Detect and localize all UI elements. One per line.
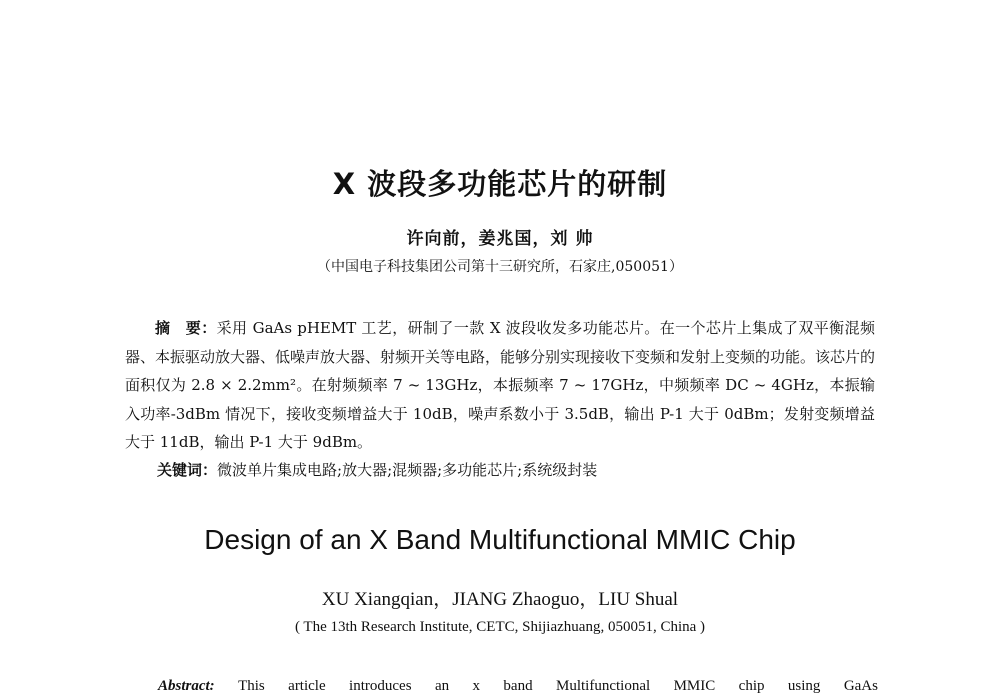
chinese-keywords (157, 456, 597, 484)
english-authors: XU Xiangqian，JIANG Zhaoguo，LIU Shual (321, 589, 679, 610)
abstract-word: This (238, 678, 265, 694)
english-abstract-label: Abstract: (158, 678, 215, 694)
chinese-affiliation: （中国电子科技集团公司第十三研究所，石家庄,050051） (317, 259, 683, 275)
abstract-word: GaAs (843, 678, 878, 694)
abstract-word: x (472, 678, 481, 694)
keywords-text: 微波单片集成电路;放大器;混频器;多功能芯片;系统级封装 (217, 461, 598, 479)
chinese-authors: 许向前，姜兆国，刘 帅 (406, 229, 594, 249)
abstract-text: 采用 GaAs pHEMT 工艺，研制了一款 X 波段收发多功能芯片。在一个芯片上集成了双平衡混频器、本振驱动放大器、低噪声放大器、射频开关等电路，能够分别实现接收下变频和发射上变频的功能。该芯片的面积仅为 2.8 × 2.2mm²。在射频频率 7 ~ 13GHz，本振频率 7 ~ 17GHz，中频频率 DC ~ 4GHz，本振输入功率-3dBm 情况下，接收变频增益大于 10dB，噪声系数小于 3.5dB，输出 P-1 大于 0dBm；发射变频增益大于 11dB，输出 P-1 大于 9dBm。 (125, 319, 876, 451)
abstract-word: using (787, 678, 821, 694)
abstract-word: article (288, 678, 326, 694)
english-title: Design of an X Band Multifunctional MMIC Chip (204, 524, 796, 555)
chinese-title: X 波段多功能芯片的研制 (332, 167, 668, 201)
abstract-word: introduces (349, 678, 412, 694)
chinese-abstract (125, 314, 875, 457)
abstract-word: chip (738, 678, 765, 694)
abstract-word: Multifunctional (556, 678, 651, 694)
abstract-label: 摘 要： (155, 319, 217, 337)
abstract-word: band (503, 678, 533, 694)
english-affiliation: ( The 13th Research Institute, CETC, Shijiazhuang, 050051, China ) (294, 619, 706, 635)
abstract-word: an (434, 678, 450, 694)
english-abstract-first-line (158, 678, 878, 695)
abstract-word: MMIC (673, 678, 716, 694)
keywords-label: 关键词： (157, 461, 218, 479)
